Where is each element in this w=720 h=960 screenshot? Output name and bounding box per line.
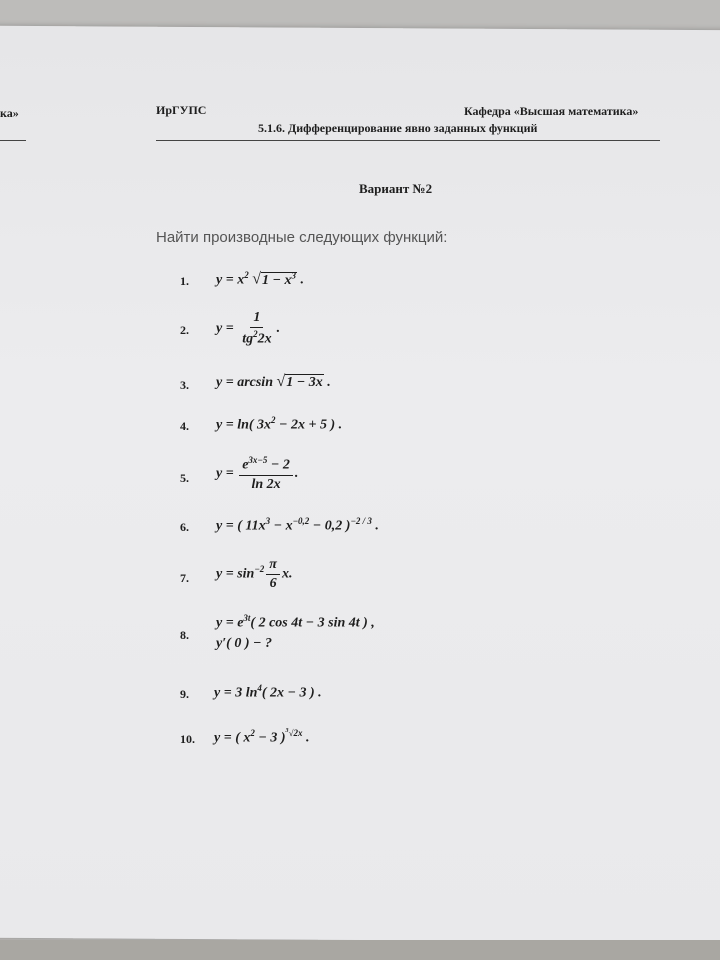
problem-number-1: 1.: [180, 274, 189, 288]
formula-4: y = ln( $3x^2 - 2x + 5$ ) .: [216, 415, 343, 433]
problem-number-7: 7.: [180, 571, 189, 585]
institution-name: ИрГУПС: [156, 103, 207, 117]
formula-9: y = 3 $\ln^4$( 2x − 3 ) .: [214, 683, 322, 701]
formula-8a: $y = e^{3t}$( 2 cos 4t − 3 sin 4t ) ,: [216, 613, 375, 631]
problem-number-3: 3.: [180, 378, 189, 392]
problem-number-4: 4.: [180, 419, 189, 433]
topic-title: 5.1.6. Дифференцирование явно заданных функций: [258, 121, 538, 135]
paper-sheet: [0, 26, 720, 943]
problem-number-6: 6.: [180, 520, 189, 534]
formula-5: y = $\frac{e^{3x-5} - 2}{\ln 2x}$ .: [216, 455, 299, 492]
formula-8b: y′( 0 ) − ?: [216, 636, 272, 651]
formula-10: y = ( $x^2 - 3$ )$^{^3√2x}$ .: [214, 728, 310, 746]
table-edge: [0, 940, 720, 960]
problem-number-10: 10.: [180, 732, 195, 746]
department-name: Кафедра «Высшая математика»: [464, 104, 639, 118]
header-left-cut: ка»: [0, 106, 19, 120]
header-rule: [156, 140, 660, 141]
header-left-rule: [0, 140, 26, 141]
problem-number-9: 9.: [180, 687, 189, 701]
task-instruction: Найти производные следующих функций:: [156, 229, 448, 246]
formula-7: $y = \sin^{-2}$ $\frac{\pi}{6}$ x.: [216, 557, 293, 591]
variant-title: Вариант №2: [359, 181, 433, 196]
problem-number-5: 5.: [180, 471, 189, 485]
formula-2: y = $\frac{1}{tg^22x}$ .: [216, 310, 281, 347]
problem-number-2: 2.: [180, 323, 189, 337]
formula-3: y = arcsin √1 − 3x .: [216, 373, 331, 390]
problem-number-8: 8.: [180, 628, 189, 642]
formula-1: $y = x^2$ $√1 - x^3$ .: [216, 270, 304, 288]
formula-6: y = ( $11x^3 - x^{-0,2} - 0,2$ )$^{-2 / 3}$ .: [216, 516, 379, 534]
